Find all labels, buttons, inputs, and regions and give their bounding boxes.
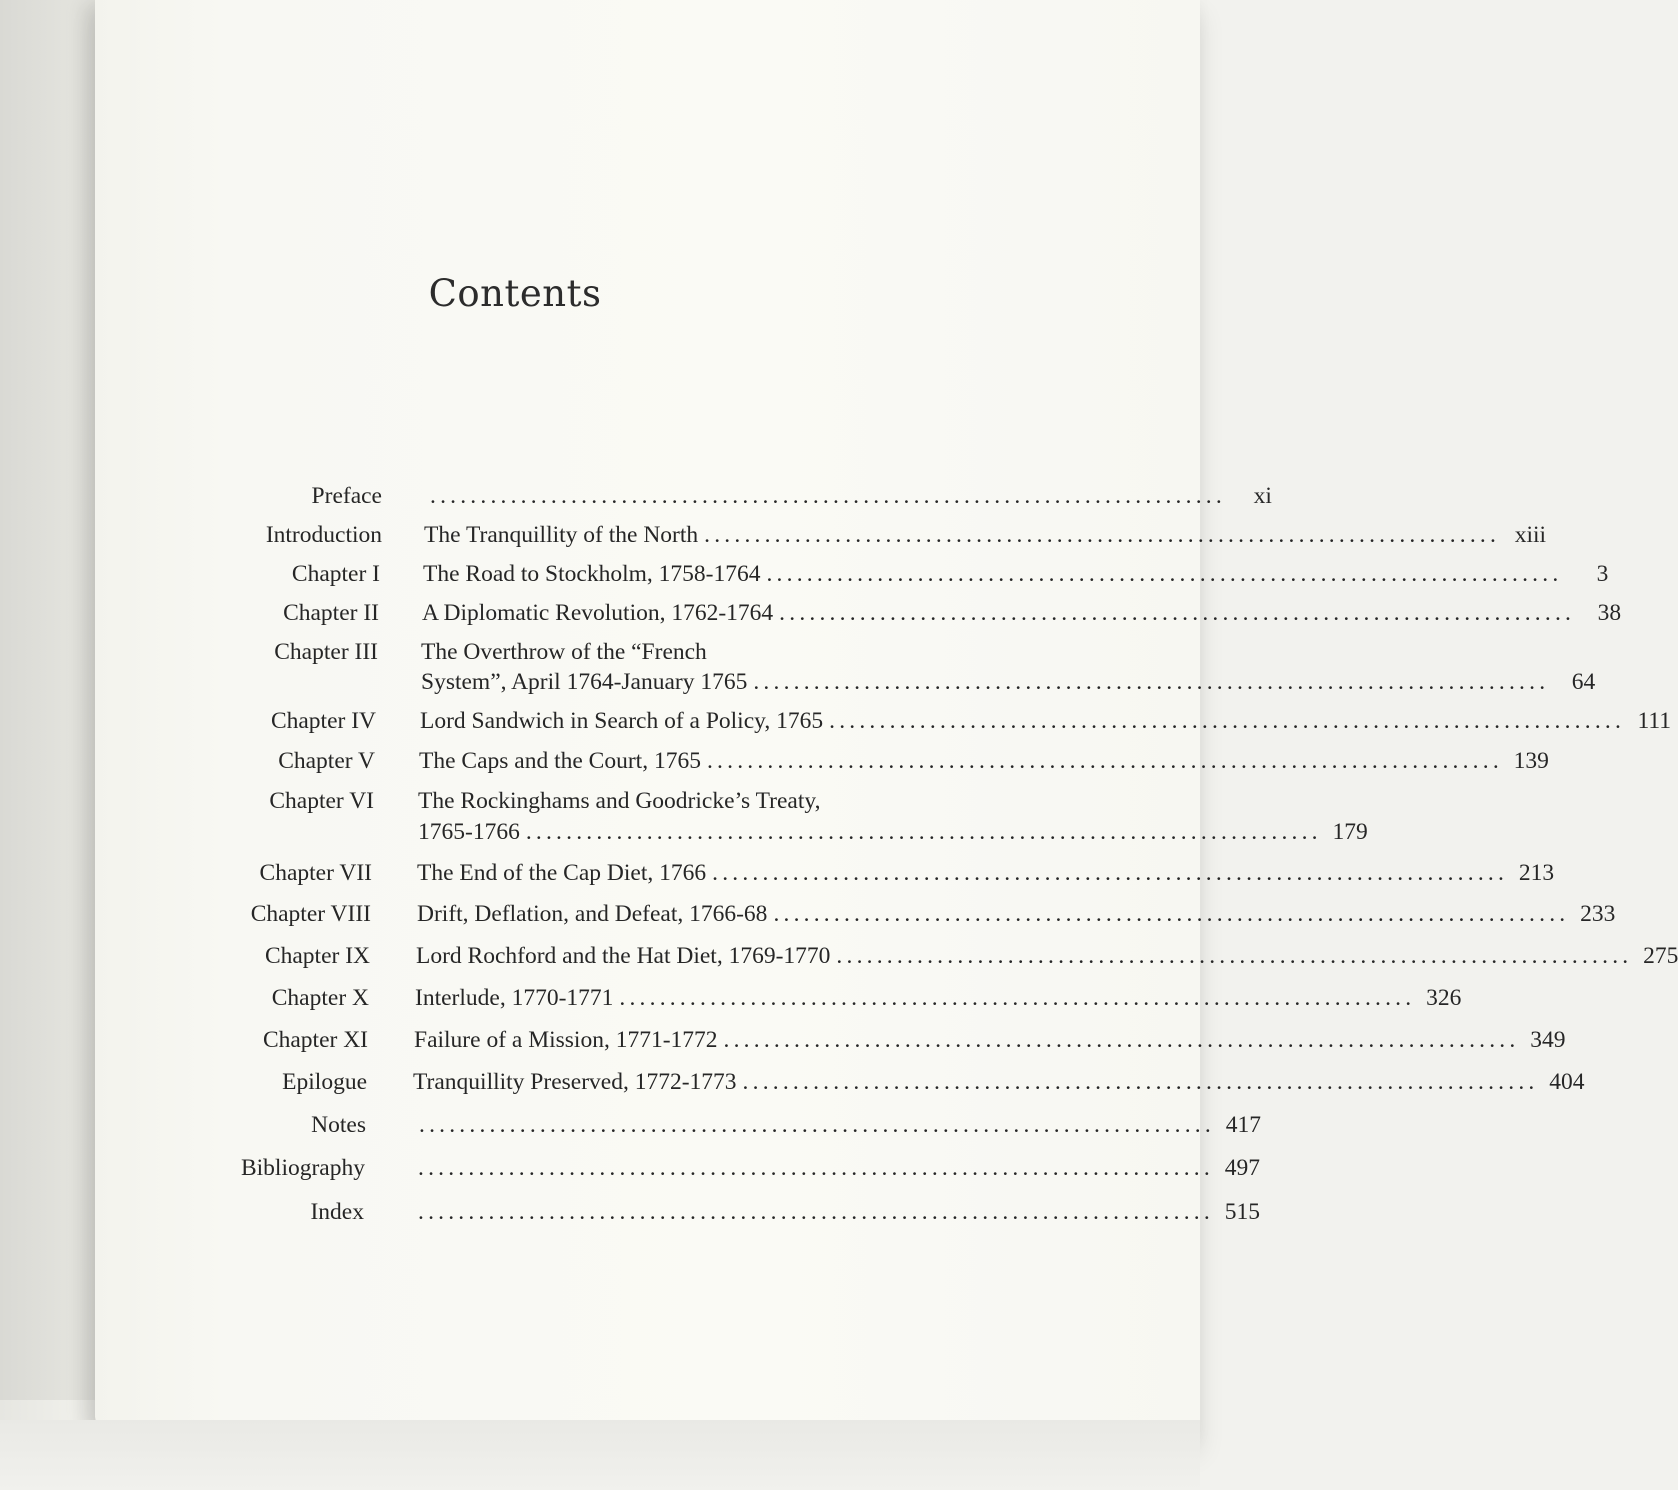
page-number: 64	[1571, 669, 1596, 695]
page-number: 515	[1224, 1199, 1260, 1225]
page-number: 233	[1580, 901, 1616, 927]
leader-dots: ...............................................................................	[706, 748, 1503, 774]
leader-dots: ...............................................................................	[779, 600, 1576, 626]
book-photo: Contents Preface ............................................................................... xi Introduction The Tranquillity of the North ............................................................................... xiii Chapter I The Road to Stockholm, 1758-1764 ............................................................................... 3 Chapter II A Diplomatic Revolution, 1762-1764 ............................................................................... 38 Chapter III The Overthrow of the “French System”, April 1764-January 1765 ............................................................................... 64 Chapter IV Lord Sandwich in Search of a Policy, 1765 ............................................................................... 111 Chapter V The Caps and the Court, 1765 ............................................................................... 139 Chapter VI The Rockinghams and Goodricke’s Treaty, 1765-1766 ............................................................................... 179 Chapter VII The End of the Cap Diet, 1766 ............................................................................... 213 Chapter VIII Drift, Deflation, and Defeat, 1766-68 ............................................................................... 233 Chapter IX Lord Rochford and the Hat Diet, 1769-1770 ............................................................................... 275 Chapter X Interlude, 1770-1771 ............................................................................... 326 Chapter XI Failure of a Mission, 1771-1772 ............................................................................... 349 Epilogue Tranquillity Preserved, 1772-1773 ............................................................................... 404 Notes ............................................................................... 417 Bibliography ............................................................................... 497 Index ............................................................................... 515	[0, 0, 1200, 1490]
leader-dots: ...............................................................................	[419, 1112, 1215, 1138]
leader-dots: ...............................................................................	[766, 561, 1563, 587]
page-number: 417	[1225, 1112, 1261, 1138]
leader-dots: ...............................................................................	[836, 943, 1633, 969]
toc-entry: Lord Rochford and the Hat Diet, 1769-1770 ............................................................................... 275	[416, 943, 1678, 969]
leader-dots: ...............................................................................	[418, 1155, 1214, 1181]
page-number: 139	[1513, 748, 1549, 774]
page-number: xi	[1253, 483, 1272, 509]
page-number: 497	[1224, 1155, 1260, 1181]
toc-entry: The Road to Stockholm, 1758-1764 ............................................................................... 3	[423, 561, 1609, 587]
page-number: 404	[1549, 1069, 1585, 1095]
leader-dots: ...............................................................................	[773, 901, 1570, 927]
toc-entry: A Diplomatic Revolution, 1762-1764 ............................................................................... 38	[422, 600, 1622, 626]
toc-entry: 1765-1766 ............................................................................... 179	[418, 819, 1368, 845]
toc-entry: Tranquillity Preserved, 1772-1773 ............................................................................... 404	[413, 1069, 1585, 1095]
page-number: 111	[1637, 708, 1672, 734]
toc-entry: System”, April 1764-January 1765 ............................................................................... 64	[421, 669, 1596, 695]
leader-dots: ...............................................................................	[704, 522, 1501, 548]
toc-entry: The Tranquillity of the North ............................................................................... xiii	[424, 522, 1547, 548]
page-number: 213	[1518, 860, 1555, 886]
leader-dots: ...............................................................................	[753, 669, 1550, 695]
page-number: 179	[1332, 819, 1368, 845]
leader-dots: ...............................................................................	[829, 708, 1626, 734]
toc-entry: Lord Sandwich in Search of a Policy, 1765 ............................................................................... 111	[420, 708, 1672, 734]
leader-dots: ...............................................................................	[418, 1199, 1214, 1225]
page-number: 38	[1597, 600, 1622, 626]
leader-dots: ...............................................................................	[525, 819, 1322, 845]
page-number: xiii	[1514, 522, 1547, 548]
toc-entry	[413, 1110, 1261, 1140]
toc-entry	[424, 481, 1272, 511]
toc-entry-first-line: The Rockinghams and Goodricke’s Treaty,	[418, 788, 821, 814]
page-number: 349	[1530, 1027, 1566, 1053]
page-number: 275	[1643, 943, 1678, 969]
table-surface	[0, 1420, 1200, 1490]
toc-entry-first-line: The Overthrow of the “French	[421, 639, 707, 665]
toc-entry: The End of the Cap Diet, 1766 ............................................................................... 213	[417, 860, 1555, 886]
toc-entry: Drift, Deflation, and Defeat, 1766-68 ............................................................................... 233	[417, 901, 1616, 927]
leader-dots: ...............................................................................	[619, 985, 1416, 1011]
leader-dots: ...............................................................................	[430, 483, 1226, 509]
leader-dots: ...............................................................................	[742, 1069, 1539, 1095]
toc-entry: The Caps and the Court, 1765 ............................................................................... 139	[419, 748, 1549, 774]
leader-dots: ...............................................................................	[712, 860, 1509, 886]
toc-entry	[412, 1153, 1260, 1183]
page-number: 3	[1596, 561, 1609, 587]
page-number: 326	[1426, 985, 1462, 1011]
page-title: Contents	[428, 272, 602, 315]
toc-entry: Interlude, 1770-1771 ............................................................................... 326	[415, 985, 1462, 1011]
leader-dots: ...............................................................................	[723, 1027, 1520, 1053]
toc-entry: Failure of a Mission, 1771-1772 ............................................................................... 349	[414, 1027, 1566, 1053]
toc-entry	[412, 1197, 1260, 1227]
